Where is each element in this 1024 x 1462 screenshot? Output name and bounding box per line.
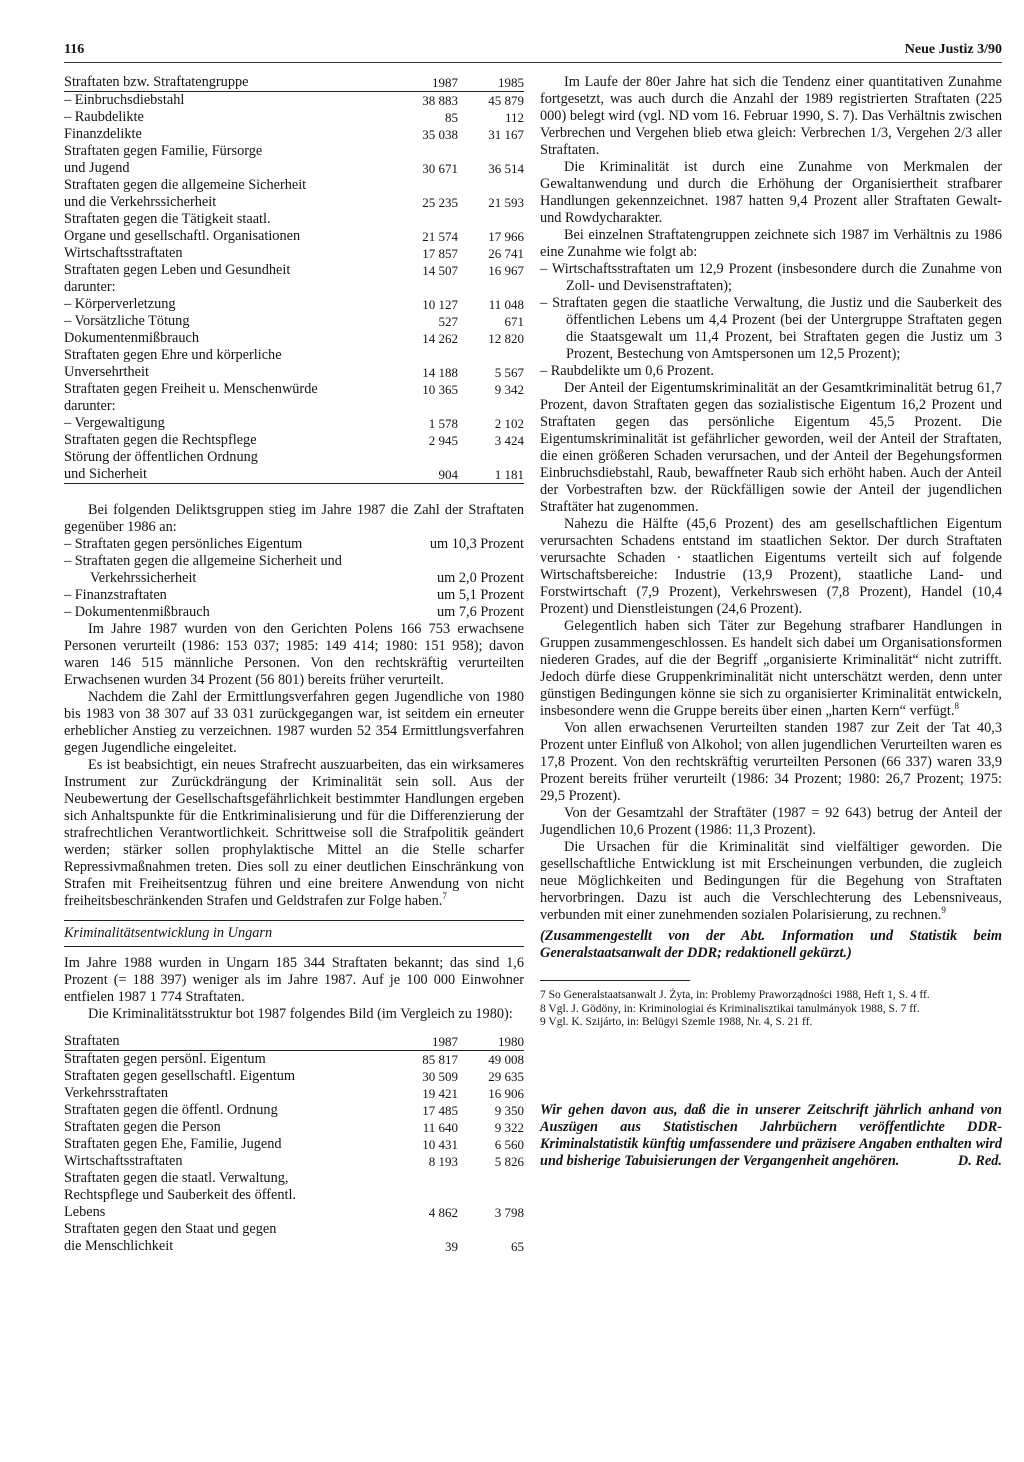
table-row (64, 109, 524, 126)
table-cell-value: 30 509 (422, 1069, 458, 1084)
table-cell-value: 30 671 (422, 161, 458, 176)
table-row (64, 1136, 524, 1153)
table-row (64, 262, 524, 279)
table-cell-label: darunter: (64, 279, 116, 295)
table-cell-value (396, 1170, 458, 1187)
table-cell-label: Straftaten gegen die allgemeine Sicherheit (64, 177, 307, 193)
table-cell-label: und Sicherheit (64, 466, 147, 482)
table-cell-value (458, 143, 524, 160)
editor-signature: D. Red. (957, 1152, 1002, 1169)
table-cell-value: 36 514 (488, 161, 524, 176)
table-row (64, 126, 524, 143)
table-row (64, 1068, 524, 1085)
list-item-value: um 5,1 Prozent (437, 587, 524, 603)
table-cell-value: 21 574 (422, 229, 458, 244)
table-cell-value: 85 817 (422, 1052, 458, 1067)
table-cell-label: Straftaten gegen persönl. Eigentum (64, 1051, 266, 1067)
paragraph: Bei einzelnen Straftatengruppen zeichnete sich 1987 im Verhältnis zu 1986 eine Zunahme wie folgt ab: (540, 227, 1002, 260)
table-cell-value: 5 567 (494, 365, 524, 380)
list-item (64, 553, 524, 587)
table-cell-value (396, 177, 458, 194)
table-cell-value: 31 167 (488, 127, 524, 142)
table-cell-value: 45 879 (488, 93, 524, 108)
table-row (64, 449, 524, 466)
footnote-rule (540, 980, 690, 981)
table-cell-value: 671 (504, 314, 524, 329)
table-cell-value: 3 798 (494, 1205, 524, 1220)
table-cell-label: Wirtschaftsstraftaten (64, 245, 183, 261)
table-cell-value (396, 279, 458, 296)
table-cell-value: 904 (438, 467, 458, 482)
table-cell-value: 1 181 (494, 467, 524, 482)
table-cell-value (396, 1221, 458, 1238)
table-cell-value: 3 424 (494, 433, 524, 448)
table-row (64, 381, 524, 398)
bullet-list (540, 261, 1002, 380)
table-row (64, 211, 524, 228)
table-cell-label: – Vergewaltigung (64, 415, 165, 431)
table-cell-value: 527 (438, 314, 458, 329)
table-row (64, 347, 524, 364)
paragraph: Von der Gesamtzahl der Straftäter (1987 = 92 643) betrug der Anteil der Jugendlichen 10,6 Prozent (1986: 11,3 Prozent). (540, 805, 1002, 838)
table-cell-value: 2 945 (428, 433, 458, 448)
table-cell-label: Straftaten bzw. Straftatengruppe (64, 74, 396, 92)
table-cell-value: 4 862 (428, 1205, 458, 1220)
paragraph-text: Es ist beabsichtigt, ein neues Strafrecht auszuarbeiten, das ein wirksameres Instrument zur Zurückdrängung der Kriminalität sein soll. Aus der Neubewertung der Gesellschaftsgefährlichkeit bestimmter Handlungen ergeben sich Anhaltspunkte für die Entkriminalisierung und für die Differenzierung der strafrechtlichen Verantwortlichkeit. Schrittweise soll die Strafpolitik geändert werden; stärker sollen prophylaktische Mittel an die Stelle scharfer Repressivmaßnahmen treten. Dies soll zu einer deutlichen Einschränkung von Strafen mit Freiheitsentzug führen und eine breitere Anwendung von nicht freiheitsbeschränkenden Strafen und Geldstrafen zur Folge haben. (64, 757, 524, 909)
table-cell-value: 11 640 (422, 1120, 458, 1135)
table-cell-value: 10 365 (422, 382, 458, 397)
table-cell-value: 1987 (396, 1033, 458, 1051)
footnote: 7 So Generalstaatsanwalt J. Żyta, in: Problemy Praworządności 1988, Heft 1, S. 4 ff. (540, 989, 930, 1001)
table-cell-value: 9 342 (494, 382, 524, 397)
editor-note-text: Wir gehen davon aus, daß die in unserer Zeitschrift jährlich anhand von Auszügen aus Statistischen Jahrbüchern veröffentlichte DDR-Kriminalstatistik künftig umfassendere und präzisere Angaben enthalten wird und bisherige Tabuisierungen der Vergangenheit angehören. (540, 1101, 1002, 1169)
table-row (64, 177, 524, 194)
table-row (64, 364, 524, 381)
paragraph: Bei folgenden Deliktsgruppen stieg im Jahre 1987 die Zahl der Straftaten gegenüber 1986 an: (64, 502, 524, 535)
paragraph: Nahezu die Hälfte (45,6 Prozent) des am gesellschaftlichen Eigentum verursachten Schadens entstand im staatlichen Sektor. Der durch Straftaten verursachte Schaden · staatlichen Eigentums verteilt sich auf folgende Wirtschaftsbereiche: Industrie (13,9 Prozent), staatliche Land- und Forstwirtschaft (7,9 Prozent), Verkehrswesen (7,8 Prozent), Handel (10,4 Prozent) und Dienstleistungen (24,6 Prozent). (540, 516, 1002, 617)
table-row (64, 330, 524, 347)
table-cell-label: Verkehrsstraftaten (64, 1085, 169, 1101)
table-row (64, 1221, 524, 1238)
table-cell-label: Unversehrtheit (64, 364, 149, 380)
source-note: (Zusammengestellt von der Abt. Information und Statistik beim Generalstaatsanwalt der DDR; redaktionell gekürzt.) (540, 928, 1002, 961)
list-item: – Raubdelikte um 0,6 Prozent. (540, 363, 714, 379)
table-cell-value: 14 507 (422, 263, 458, 278)
paragraph: Die Kriminalitätsstruktur bot 1987 folgendes Bild (im Vergleich zu 1980): (88, 1006, 513, 1022)
table-cell-value (458, 211, 524, 228)
table-row (64, 313, 524, 330)
footnote-ref: 9 (941, 905, 946, 916)
table-cell-label: Straftaten gegen die Tätigkeit staatl. (64, 211, 271, 227)
table-cell-label: – Raubdelikte (64, 109, 144, 125)
page-number: 116 (64, 42, 85, 57)
table-cell-value (396, 1187, 458, 1204)
table-row (64, 415, 524, 432)
table-row (64, 245, 524, 262)
table-cell-label: – Vorsätzliche Tötung (64, 313, 190, 329)
table-cell-label: darunter: (64, 398, 116, 414)
table-row (64, 194, 524, 211)
table-cell-label: Straftaten gegen Freiheit u. Menschenwürde (64, 381, 318, 397)
table-cell-value (396, 211, 458, 228)
table-cell-value: 12 820 (488, 331, 524, 346)
table-cell-value: 17 485 (422, 1103, 458, 1118)
table-cell-value (458, 1221, 524, 1238)
right-column (540, 74, 1002, 1170)
table-cell-value (396, 143, 458, 160)
table-cell-label: Störung der öffentlichen Ordnung (64, 449, 258, 465)
table-cell-label: Straftaten gegen den Staat und gegen (64, 1221, 277, 1237)
section-title: Kriminalitätsentwicklung in Ungarn (64, 925, 273, 941)
table-cell-label: Straftaten gegen gesellschaftl. Eigentum (64, 1068, 296, 1084)
table-header-row (64, 74, 524, 92)
table-cell-value: 9 350 (494, 1103, 524, 1118)
table-row (64, 1085, 524, 1102)
table-cell-value: 8 193 (428, 1154, 458, 1169)
list-item-value: um 2,0 Prozent (437, 570, 524, 586)
table-cell-value: 11 048 (488, 297, 524, 312)
table-cell-value (458, 347, 524, 364)
table-cell-label: Straftaten (64, 1033, 396, 1051)
paragraph: Im Laufe der 80er Jahre hat sich die Tendenz einer quantitativen Zunahme fortgesetzt, was auch durch die Anzahl der 1989 registrierten Straftaten (225 000) belegt wird (vgl. ND vom 16. Februar 1990, S. 7). Das Verhältnis zwischen Verbrechen und Vergehen blieb etwa gleich: Verbrechen 1/3, Vergehen 2/3 aller Straftaten. (540, 74, 1002, 158)
list-item (64, 604, 524, 621)
table-row (64, 432, 524, 449)
editor-note (540, 1102, 1002, 1170)
table-row (64, 1102, 524, 1119)
table-row (64, 1051, 524, 1069)
paragraph (540, 618, 1002, 720)
paragraph: Die Kriminalität ist durch eine Zunahme von Merkmalen der Gewaltanwendung und durch die Erhöhung der Organisiertheit strafbarer Handlungen gekennzeichnet. 1987 hatten 9,4 Prozent aller Straftaten Gewalt- und Rowdycharakter. (540, 159, 1002, 226)
table-cell-value: 16 967 (488, 263, 524, 278)
paragraph-text: Gelegentlich haben sich Täter zur Begehung strafbarer Handlungen in Gruppen zusammengeschlossen. Es handelt sich dabei um Organisationsformen niederen Grades, auf die der Begriff „organisierte Kriminalität“ nicht zutrifft. Jedoch dürfe diese Gruppenkriminalität nicht unterschätzt werden, denn unter günstigen Bedingungen könne sie sich zu organisierter Kriminalität entwickeln, insbesondere wenn die Gruppe bereits über einen „harten Kern“ verfügt. (540, 618, 1002, 719)
table-cell-value: 5 826 (494, 1154, 524, 1169)
table-cell-value: 112 (504, 110, 524, 125)
table-cell-label: Straftaten gegen die öffentl. Ordnung (64, 1102, 278, 1118)
footnote: 9 Vgl. K. Szijárto, in: Belügyi Szemle 1988, Nr. 4, S. 21 ff. (540, 1016, 813, 1028)
table-cell-label: Straftaten gegen Ehre und körperliche (64, 347, 282, 363)
page-header (64, 40, 1002, 63)
table-cell-value: 6 560 (494, 1137, 524, 1152)
table-cell-value: 38 883 (422, 93, 458, 108)
list-item: – Wirtschaftsstraftaten um 12,9 Prozent (insbesondere durch die Zunahme von Zoll- und Devisenstraftaten); (540, 261, 1002, 294)
table-row (64, 296, 524, 313)
list-item-value: um 10,3 Prozent (429, 536, 524, 552)
table-cell-value: 1987 (396, 74, 458, 92)
table-cell-value: 14 188 (422, 365, 458, 380)
table-cell-label: Straftaten gegen die Person (64, 1119, 221, 1135)
table-row (64, 1187, 524, 1204)
paragraph: Im Jahre 1987 wurden von den Gerichten Polens 166 753 erwachsene Personen verurteilt (1986: 153 037; 1985: 149 414; 1980: 151 958); davon waren 146 515 männliche Personen. Von den rechtskräftig verurteilten Erwachsenen wurden 34 Prozent (56 801) bereits früher verurteilt. (64, 621, 524, 688)
table-cell-value: 1985 (458, 74, 524, 92)
table-cell-value (396, 449, 458, 466)
table-cell-label: – Einbruchsdiebstahl (64, 92, 185, 108)
table-cell-value (396, 347, 458, 364)
section-rule (64, 946, 524, 947)
table-header-row (64, 1033, 524, 1051)
table-cell-value: 16 906 (488, 1086, 524, 1101)
table-cell-value (396, 398, 458, 415)
table-cell-value: 85 (445, 110, 458, 125)
paragraph (540, 839, 1002, 924)
table-cell-label: und die Verkehrssicherheit (64, 194, 217, 210)
list-item-label: – Straftaten gegen persönliches Eigentum (64, 536, 303, 552)
paragraph-text: Die Ursachen für die Kriminalität sind vielfältiger geworden. Die gesellschaftliche Entwicklung ist mit Erscheinungen verbunden, die zugleich neue Möglichkeiten und Bedingungen für die Begehung von Straftaten hervorbringen. Dazu ist auch die Verschlechterung des Lebensniveaus, verbunden mit einer zunehmenden sozialen Polarisierung, zu rechnen. (540, 839, 1002, 923)
poland-crime-table (64, 74, 524, 483)
table-cell-label: Straftaten gegen die Rechtspflege (64, 432, 257, 448)
table-cell-value: 10 127 (422, 297, 458, 312)
table-cell-label: Rechtspflege und Sauberkeit des öffentl. (64, 1187, 296, 1203)
table-cell-value: 1980 (458, 1033, 524, 1051)
table-cell-value: 17 966 (488, 229, 524, 244)
table-cell-value: 49 008 (488, 1052, 524, 1067)
table-cell-value (458, 398, 524, 415)
footnote-ref: 7 (442, 891, 447, 902)
increase-list (64, 536, 524, 621)
paragraph: Im Jahre 1988 wurden in Ungarn 185 344 Straftaten bekannt; das sind 1,6 Prozent (= 188 397) weniger als im Jahre 1987. Auf je 100 000 Einwohner entfielen 1987 1 774 Straftaten. (64, 955, 524, 1005)
paragraph: Von allen erwachsenen Verurteilten standen 1987 zur Zeit der Tat 40,3 Prozent unter Einfluß von Alkohol; von allen jugendlichen Verurteilten waren es 17,8 Prozent. Von den rechtskräftig verurteilten Personen (66 337) waren 33,9 Prozent bereits früher verurteilt (1986: 34 Prozent; 1980: 26,7 Prozent; 1975: 29,5 Prozent). (540, 720, 1002, 804)
list-item-label: – Finanzstraftaten (64, 587, 167, 603)
table-cell-label: und Jugend (64, 160, 130, 176)
table-cell-value (458, 449, 524, 466)
table-cell-value (458, 1187, 524, 1204)
table-row (64, 92, 524, 110)
table-row (64, 228, 524, 245)
list-item-label: – Straftaten gegen die allgemeine Sicherheit und Verkehrssicherheit (64, 553, 342, 586)
table-row (64, 1170, 524, 1187)
list-item (64, 536, 524, 553)
table-cell-label: die Menschlichkeit (64, 1238, 174, 1254)
table-row (64, 1153, 524, 1170)
list-item (64, 587, 524, 604)
table-cell-label: Straftaten gegen Familie, Fürsorge (64, 143, 263, 159)
table-cell-value: 65 (511, 1239, 524, 1254)
table-row (64, 466, 524, 483)
table-row (64, 1204, 524, 1221)
table-cell-value: 39 (445, 1239, 458, 1254)
table-cell-label: Finanzdelikte (64, 126, 142, 142)
table-cell-value: 17 857 (422, 246, 458, 261)
hungary-crime-table (64, 1033, 524, 1255)
table-cell-label: Wirtschaftsstraftaten (64, 1153, 183, 1169)
paragraph: Nachdem die Zahl der Ermittlungsverfahren gegen Jugendliche von 1980 bis 1983 von 38 307 auf 33 031 zurückgegangen war, ist seitdem ein erneuter erheblicher Anstieg zu verzeichnen. 1987 wurden 52 354 Ermittlungsverfahren gegen Jugendliche eingeleitet. (64, 689, 524, 756)
table-cell-label: Lebens (64, 1204, 106, 1220)
footnotes (540, 989, 1002, 1030)
table-cell-label: Straftaten gegen Ehe, Familie, Jugend (64, 1136, 282, 1152)
table-cell-value: 9 322 (494, 1120, 524, 1135)
table-cell-value: 2 102 (494, 416, 524, 431)
table-cell-label: – Körperverletzung (64, 296, 176, 312)
list-item-label: – Dokumentenmißbrauch (64, 604, 210, 620)
table-cell-label: Dokumentenmißbrauch (64, 330, 199, 346)
list-item-value: um 7,6 Prozent (437, 604, 524, 620)
list-item: – Straftaten gegen die staatliche Verwaltung, die Justiz und die Sauberkeit des öffentlichen Lebens um 4,4 Prozent (bei der Untergruppe Straftaten gegen die Staatsgewalt um 11,4 Prozent, bei Straftaten gegen die Justiz um 3 Prozent, Bestechung von Amtspersonen um 12,5 Prozent); (540, 295, 1002, 362)
table-row (64, 279, 524, 296)
table-cell-value: 1 578 (428, 416, 458, 431)
table-row (64, 1238, 524, 1255)
left-column (64, 74, 524, 1255)
paragraph (64, 757, 524, 910)
table-cell-value: 29 635 (488, 1069, 524, 1084)
journal-issue: Neue Justiz 3/90 (904, 42, 1002, 57)
table-row (64, 143, 524, 160)
table-cell-label: Organe und gesellschaftl. Organisationen (64, 228, 301, 244)
footnote: 8 Vgl. J. Gödöny, in: Kriminologiai és Kriminalisztikai tanulmányok 1988, S. 7 ff. (540, 1002, 920, 1015)
footnote-ref: 8 (954, 701, 959, 712)
table-cell-value: 21 593 (488, 195, 524, 210)
table-cell-value: 25 235 (422, 195, 458, 210)
table-cell-value (458, 1170, 524, 1187)
table-row (64, 398, 524, 415)
table-cell-label: Straftaten gegen die staatl. Verwaltung, (64, 1170, 289, 1186)
table-cell-value: 14 262 (422, 331, 458, 346)
table-cell-value (458, 177, 524, 194)
table-cell-value: 19 421 (422, 1086, 458, 1101)
table-row (64, 160, 524, 177)
table-row (64, 1119, 524, 1136)
table-cell-value: 10 431 (422, 1137, 458, 1152)
table-cell-value (458, 279, 524, 296)
table-cell-label: Straftaten gegen Leben und Gesundheit (64, 262, 291, 278)
section-rule (64, 920, 524, 921)
table-cell-value: 26 741 (488, 246, 524, 261)
table-cell-value: 35 038 (422, 127, 458, 142)
paragraph: Der Anteil der Eigentumskriminalität an der Gesamtkriminalität betrug 61,7 Prozent, davon Straftaten gegen das sozialistische Eigentum 16,2 Prozent und Straftaten gegen das persönliche Eigentum 45,5 Prozent. Die Eigentumskriminalität ist gefährlicher geworden, weil der Anteil der Straftaten, die einen größeren Schaden verursachen, und der Anteil der Begehungsformen Einbruchsdiebstahl, Raub, bewaffneter Raub sich erhöht haben. Auch der Anteil der Vorbestraften bzw. der Rückfälligen sowie der Anteil der jugendlichen Straftäter hat zugenommen. (540, 380, 1002, 515)
